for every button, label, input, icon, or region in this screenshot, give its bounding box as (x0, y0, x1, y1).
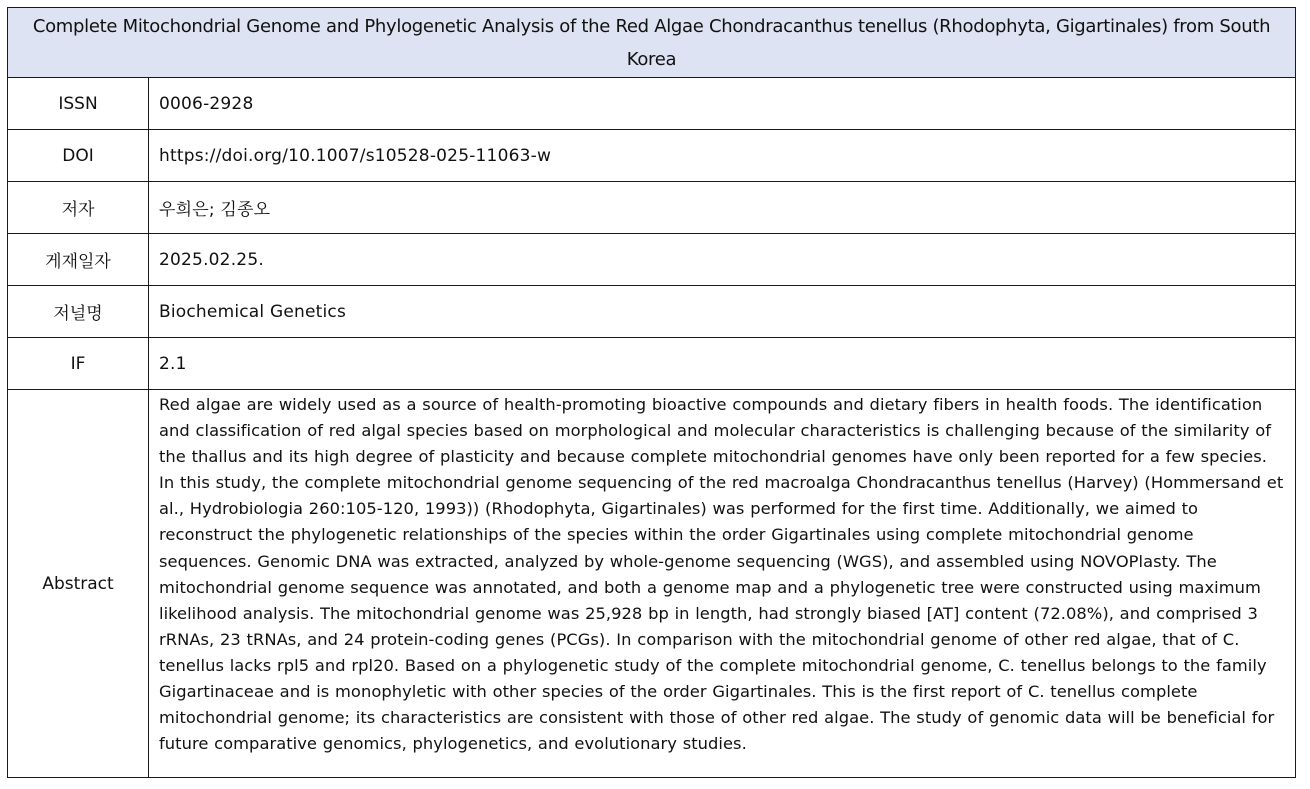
journal-value: Biochemical Genetics (149, 286, 1296, 338)
issn-row (8, 78, 1296, 130)
impact-factor-row (8, 338, 1296, 390)
journal-label: 저널명 (8, 286, 149, 338)
issn-label: ISSN (8, 78, 149, 130)
abstract-row (8, 390, 1296, 778)
impact-factor-label: IF (8, 338, 149, 390)
author-label: 저자 (8, 182, 149, 234)
publish-date-row (8, 234, 1296, 286)
abstract-label: Abstract (8, 390, 149, 778)
paper-info-container (7, 7, 1295, 778)
paper-title: Complete Mitochondrial Genome and Phylogenetic Analysis of the Red Algae Chondracanthus tenellus (Rhodophyta, Gigartinales) from South Korea (8, 8, 1296, 78)
author-row (8, 182, 1296, 234)
abstract-text: Red algae are widely used as a source of health-promoting bioactive compounds and dietary fibers in health foods. The identification and classification of red algal species based on morphological and molecular characteristics is challenging because of the similarity of the thallus and its high degree of plasticity and because complete mitochondrial genomes have only been reported for a few species. In this study, the complete mitochondrial genome sequencing of the red macroalga Chondracanthus tenellus (Harvey) (Hommersand et al., Hydrobiologia 260:105-120, 1993)) (Rhodophyta, Gigartinales) was performed for the first time. Additionally, we aimed to reconstruct the phylogenetic relationships of the species within the order Gigartinales using complete mitochondrial genome sequences. Genomic DNA was extracted, analyzed by whole-genome sequencing (WGS), and assembled using NOVOPlasty. The mitochondrial genome sequence was annotated, and both a genome map and a phylogenetic tree were constructed using maximum likelihood analysis. The mitochondrial genome was 25,928 bp in length, had strongly biased [AT] content (72.08%), and comprised 3 rRNAs, 23 tRNAs, and 24 protein-coding genes (PCGs). In comparison with the mitochondrial genome of other red algae, that of C. tenellus lacks rpl5 and rpl20. Based on a phylogenetic study of the complete mitochondrial genome, C. tenellus belongs to the family Gigartinaceae and is monophyletic with other species of the order Gigartinales. This is the first report of C. tenellus complete mitochondrial genome; its characteristics are consistent with those of other red algae. The study of genomic data will be beneficial for future comparative genomics, phylogenetics, and evolutionary studies. (149, 390, 1296, 778)
author-value: 우희은; 김종오 (149, 182, 1296, 234)
issn-value: 0006-2928 (149, 78, 1296, 130)
title-row (8, 8, 1296, 78)
doi-row (8, 130, 1296, 182)
publish-date-label: 게재일자 (8, 234, 149, 286)
impact-factor-value: 2.1 (149, 338, 1296, 390)
doi-label: DOI (8, 130, 149, 182)
doi-value: https://doi.org/10.1007/s10528-025-11063-w (149, 130, 1296, 182)
paper-info-table (7, 7, 1296, 778)
publish-date-value: 2025.02.25. (149, 234, 1296, 286)
journal-row (8, 286, 1296, 338)
